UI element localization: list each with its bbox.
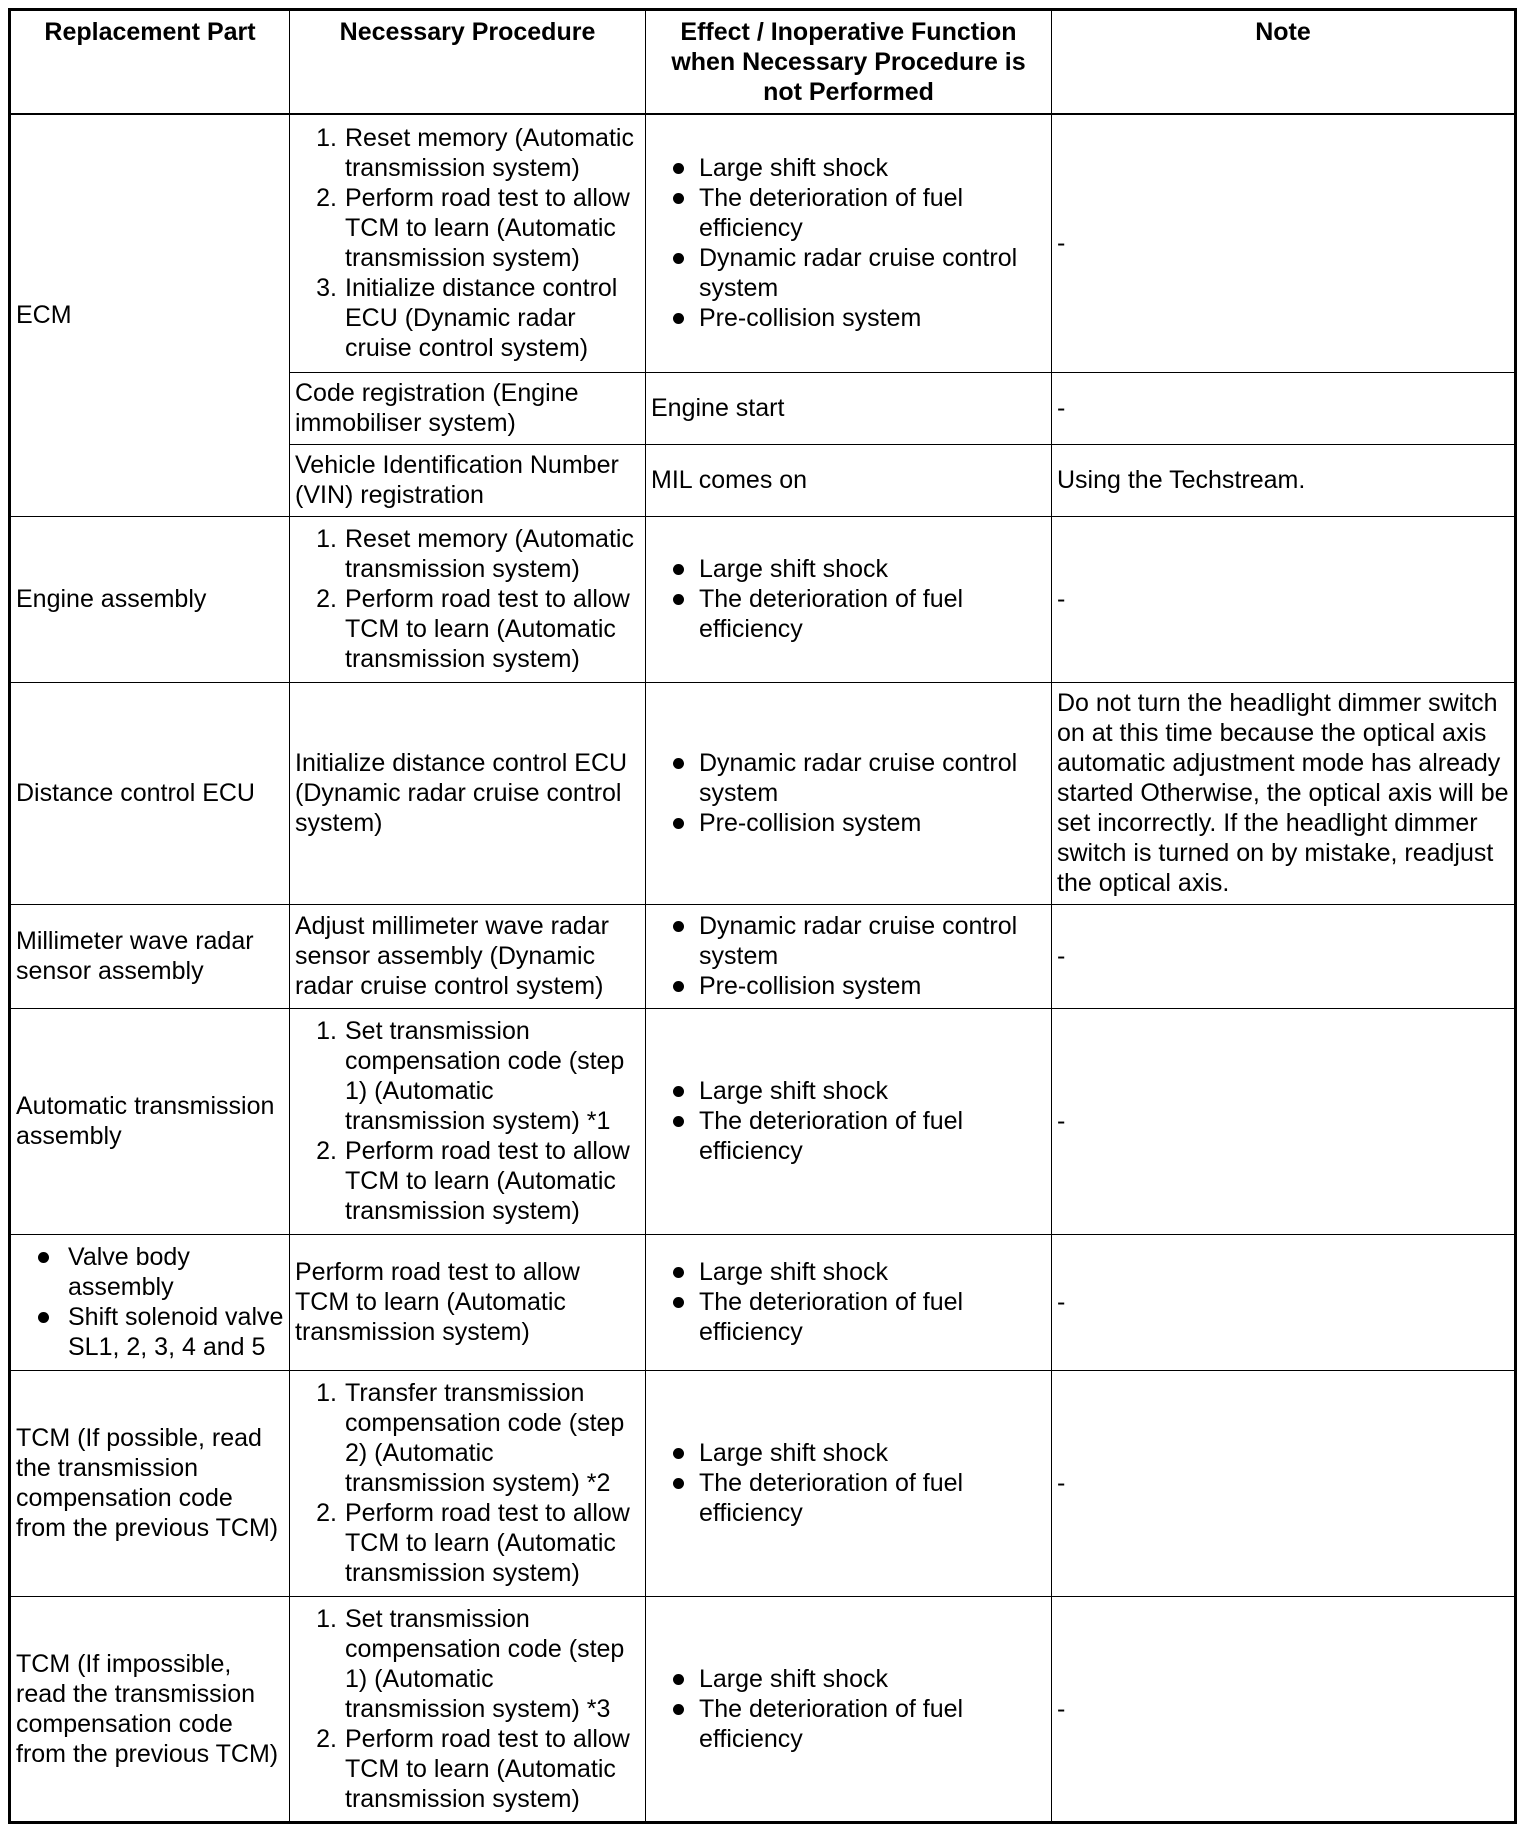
- note-cell: -: [1052, 1008, 1516, 1234]
- effect-list: [651, 1438, 1046, 1528]
- note-cell: -: [1052, 1596, 1516, 1822]
- procedure-steps: [295, 524, 640, 674]
- procedure-steps: [295, 1604, 640, 1814]
- bullet-icon: [651, 1468, 699, 1528]
- bullet-icon: [651, 584, 699, 644]
- header-note: Note: [1052, 10, 1516, 115]
- list-item: 1. Set transmission compensation code (step 1) (Automatic transmission system) *3: [316, 1604, 625, 1723]
- replacement-procedure-table: [8, 8, 1517, 1824]
- list-item: 2. Perform road test to allow TCM to learn (Automatic transmission system): [316, 1499, 630, 1587]
- list-item: Shift solenoid valve SL1, 2, 3, 4 and 5: [16, 1302, 284, 1362]
- effect-list: [651, 1664, 1046, 1754]
- list-item: The deterioration of fuel efficiency: [651, 183, 1046, 243]
- effect-cell: [646, 1596, 1052, 1822]
- effect-list: [651, 911, 1046, 1001]
- list-item: Large shift shock: [651, 153, 1046, 183]
- list-item: Valve body assembly: [16, 1242, 284, 1302]
- header-replacement-part: Replacement Part: [10, 10, 290, 115]
- effect-cell: [646, 1234, 1052, 1370]
- table-header-row: [10, 10, 1516, 115]
- table-row: [10, 1370, 1516, 1596]
- effect-cell: MIL comes on: [646, 444, 1052, 516]
- note-cell: -: [1052, 114, 1516, 372]
- list-item: Large shift shock: [651, 1438, 1046, 1468]
- table-row: [10, 1008, 1516, 1234]
- bullet-icon: [16, 1242, 68, 1302]
- part-cell: Automatic transmission assembly: [10, 1008, 290, 1234]
- list-item: The deterioration of fuel efficiency: [651, 1468, 1046, 1528]
- table-row: [10, 516, 1516, 682]
- list-item: The deterioration of fuel efficiency: [651, 1287, 1046, 1347]
- procedure-steps: [295, 123, 640, 363]
- bullet-icon: [651, 1106, 699, 1166]
- bullet-icon: [16, 1302, 68, 1362]
- effect-cell: [646, 1008, 1052, 1234]
- list-item: Large shift shock: [651, 1257, 1046, 1287]
- procedure-cell: Initialize distance control ECU (Dynamic radar cruise control system): [290, 682, 646, 904]
- part-cell: TCM (If impossible, read the transmission compensation code from the previous TCM): [10, 1596, 290, 1822]
- procedure-cell: [290, 1596, 646, 1822]
- bullet-icon: [651, 1257, 699, 1287]
- bullet-icon: [651, 1664, 699, 1694]
- table-row: [10, 114, 1516, 372]
- bullet-icon: [651, 971, 699, 1001]
- list-item: Large shift shock: [651, 1076, 1046, 1106]
- bullet-icon: [651, 1438, 699, 1468]
- note-cell: -: [1052, 904, 1516, 1008]
- bullet-icon: [651, 153, 699, 183]
- list-item: 2. Perform road test to allow TCM to learn (Automatic transmission system): [316, 1137, 630, 1225]
- list-item: Large shift shock: [651, 1664, 1046, 1694]
- bullet-icon: [651, 303, 699, 333]
- list-item: Large shift shock: [651, 554, 1046, 584]
- effect-list: [651, 153, 1046, 333]
- list-item: Dynamic radar cruise control system: [651, 911, 1046, 971]
- list-item: 1. Reset memory (Automatic transmission system): [316, 124, 634, 183]
- bullet-icon: [651, 243, 699, 303]
- note-cell: Using the Techstream.: [1052, 444, 1516, 516]
- note-cell: -: [1052, 516, 1516, 682]
- list-item: 2. Perform road test to allow TCM to learn (Automatic transmission system): [316, 1724, 630, 1813]
- effect-cell: [646, 516, 1052, 682]
- effect-cell: [646, 114, 1052, 372]
- procedure-cell: [290, 1370, 646, 1596]
- list-item: The deterioration of fuel efficiency: [651, 1106, 1046, 1166]
- procedure-steps: [295, 1378, 640, 1588]
- procedure-cell: Adjust millimeter wave radar sensor assembly (Dynamic radar cruise control system): [290, 904, 646, 1008]
- bullet-icon: [651, 1287, 699, 1347]
- list-item: The deterioration of fuel efficiency: [651, 1694, 1046, 1754]
- list-item: The deterioration of fuel efficiency: [651, 584, 1046, 644]
- effect-list: [651, 554, 1046, 644]
- effect-list: [651, 1257, 1046, 1347]
- bullet-icon: [651, 1076, 699, 1106]
- list-item: 1. Transfer transmission compensation code (step 2) (Automatic transmission system) *2: [316, 1379, 625, 1497]
- bullet-icon: [651, 1694, 699, 1754]
- procedure-cell: [290, 1008, 646, 1234]
- procedure-cell: Code registration (Engine immobiliser system): [290, 372, 646, 444]
- effect-list: [651, 748, 1046, 838]
- part-cell: TCM (If possible, read the transmission compensation code from the previous TCM): [10, 1370, 290, 1596]
- list-item: Pre-collision system: [651, 808, 1046, 838]
- part-cell: Distance control ECU: [10, 682, 290, 904]
- bullet-icon: [651, 554, 699, 584]
- effect-cell: Engine start: [646, 372, 1052, 444]
- part-cell: Millimeter wave radar sensor assembly: [10, 904, 290, 1008]
- note-cell: -: [1052, 372, 1516, 444]
- header-effect: Effect / Inoperative Function when Necessary Procedure is not Performed: [646, 10, 1052, 115]
- header-necessary-procedure: Necessary Procedure: [290, 10, 646, 115]
- list-item: Dynamic radar cruise control system: [651, 243, 1046, 303]
- list-item: 3. Initialize distance control ECU (Dynamic radar cruise control system): [316, 274, 618, 363]
- note-cell: -: [1052, 1370, 1516, 1596]
- list-item: 2. Perform road test to allow TCM to learn (Automatic transmission system): [316, 184, 630, 273]
- bullet-icon: [651, 808, 699, 838]
- note-cell: -: [1052, 1234, 1516, 1370]
- table-row: [10, 682, 1516, 904]
- list-item: Pre-collision system: [651, 303, 1046, 333]
- procedure-cell: [290, 516, 646, 682]
- effect-cell: [646, 904, 1052, 1008]
- list-item: Pre-collision system: [651, 971, 1046, 1001]
- procedure-steps: [295, 1016, 640, 1226]
- procedure-cell: Vehicle Identification Number (VIN) registration: [290, 444, 646, 516]
- part-cell: [10, 1234, 290, 1370]
- list-item: Dynamic radar cruise control system: [651, 748, 1046, 808]
- part-cell: ECM: [10, 114, 290, 516]
- table-row: [10, 1596, 1516, 1822]
- bullet-icon: [651, 748, 699, 808]
- bullet-icon: [651, 911, 699, 971]
- list-item: 1. Reset memory (Automatic transmission system): [316, 525, 634, 583]
- note-cell: Do not turn the headlight dimmer switch on at this time because the optical axis automatic adjustment mode has already started Otherwise, the optical axis will be set incorrectly. If the headlight dimmer switch is turned on by mistake, readjust the optical axis.: [1052, 682, 1516, 904]
- list-item: 2. Perform road test to allow TCM to learn (Automatic transmission system): [316, 585, 630, 673]
- replacement-table-document: [8, 8, 1514, 1824]
- bullet-icon: [651, 183, 699, 243]
- procedure-cell: Perform road test to allow TCM to learn (Automatic transmission system): [290, 1234, 646, 1370]
- table-row: [10, 1234, 1516, 1370]
- effect-cell: [646, 1370, 1052, 1596]
- table-row: [10, 904, 1516, 1008]
- part-list: [16, 1242, 284, 1362]
- effect-cell: [646, 682, 1052, 904]
- part-cell: Engine assembly: [10, 516, 290, 682]
- list-item: 1. Set transmission compensation code (step 1) (Automatic transmission system) *1: [316, 1017, 625, 1135]
- procedure-cell: [290, 114, 646, 372]
- effect-list: [651, 1076, 1046, 1166]
